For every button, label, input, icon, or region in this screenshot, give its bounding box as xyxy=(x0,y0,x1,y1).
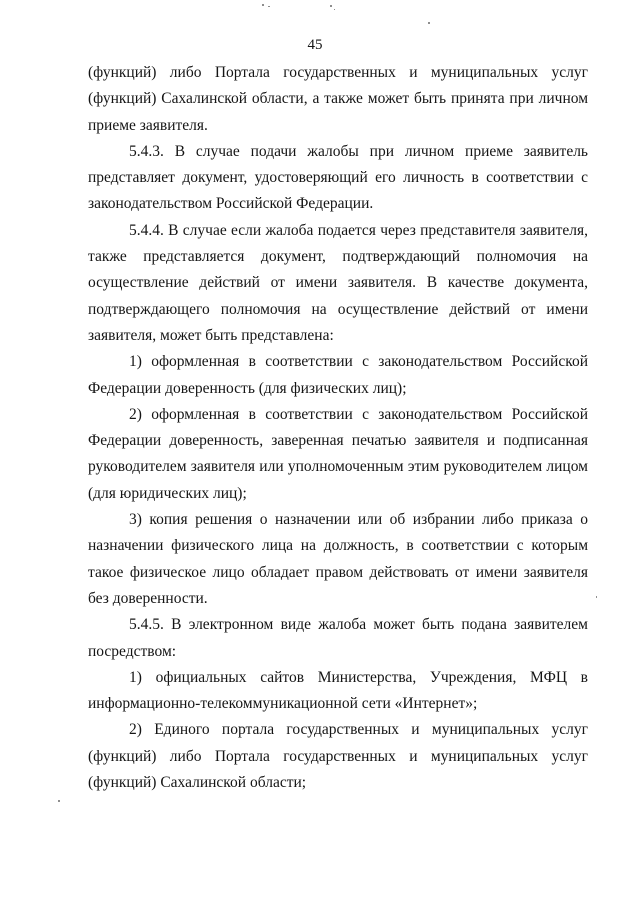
document-body xyxy=(88,60,588,796)
list-item-2-portals: 2) Единого портала государственных и муниципальных услуг (функций) либо Портала государственных и муниципальных услуг (функций) Сахалинской области; xyxy=(88,721,588,792)
page-number: 45 xyxy=(307,37,323,53)
scan-speck xyxy=(262,4,264,6)
scan-speck xyxy=(596,596,597,598)
scan-speck xyxy=(330,5,332,7)
scan-speck xyxy=(268,6,270,7)
list-item-2-legal-entities: 2) оформленная в соответствии с законодательством Российской Федерации доверенность, заверенная печатью заявителя и подписанная руководителем заявителя или уполномоченным этим руководителем лицом (для юридических лиц); xyxy=(88,405,588,502)
list-item-1-individuals: 1) оформленная в соответствии с законодательством Российской Федерации доверенность (для физических лиц); xyxy=(88,353,588,397)
paragraph-5-4-4: 5.4.4. В случае если жалоба подается через представителя заявителя, также представляется документ, подтверждающий полномочия на осуществление действий от имени заявителя. В качестве документа, подтверждающего полномочия на осуществление действий от имени заявителя, может быть представлена: xyxy=(88,221,588,344)
scan-speck xyxy=(58,800,60,802)
scan-speck xyxy=(334,9,335,10)
paragraph-continuation: (функций) либо Портала государственных и муниципальных услуг (функций) Сахалинской области, а также может быть принята при личном приеме заявителя. xyxy=(88,64,588,134)
list-item-1-official-sites: 1) официальных сайтов Министерства, Учреждения, МФЦ в информационно-телекоммуникационной сети «Интернет»; xyxy=(88,668,588,713)
paragraph-5-4-5: 5.4.5. В электронном виде жалоба может быть подана заявителем посредством: xyxy=(88,616,588,660)
list-item-3-decision-copy: 3) копия решения о назначении или об избрании либо приказа о назначении физического лица на должность, в соответствии с которым такое физическое лицо обладает правом действовать от имени заявителя без доверенности. xyxy=(88,511,588,607)
scan-speck xyxy=(428,22,430,24)
paragraph-5-4-3: 5.4.3. В случае подачи жалобы при личном приеме заявитель представляет документ, удостоверяющий его личность в соответствии с законодательством Российской Федерации. xyxy=(88,142,588,213)
